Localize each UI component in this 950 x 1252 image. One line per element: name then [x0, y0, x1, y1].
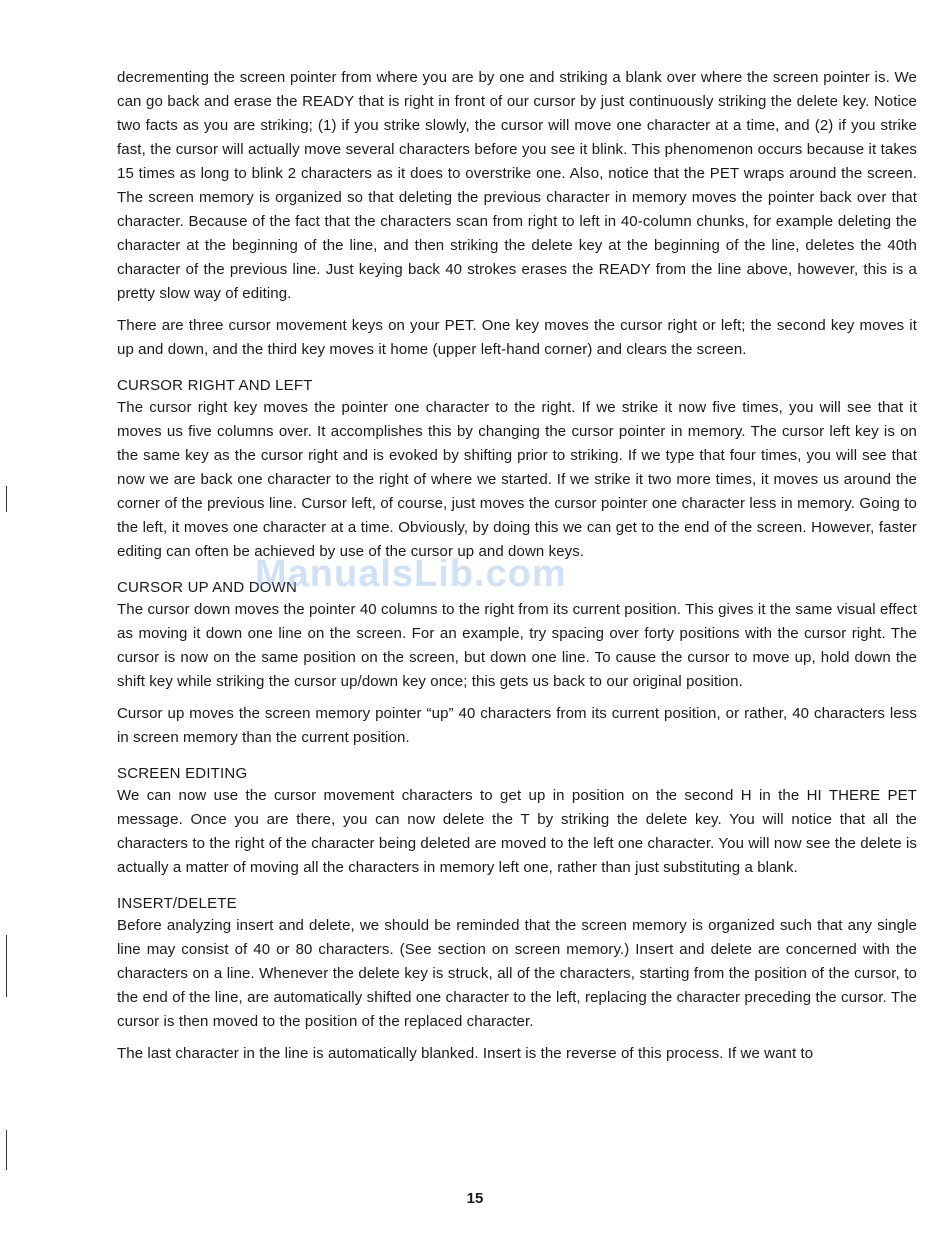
section-heading: INSERT/DELETE: [117, 895, 237, 912]
section-heading: CURSOR RIGHT AND LEFT: [117, 377, 313, 394]
watermark: ManualsLib.com: [255, 553, 567, 595]
scan-margin-mark: [6, 935, 7, 997]
paragraph: The cursor right key moves the pointer one character to the right. If we strike it now five times, you will see that it moves us five columns over. It accomplishes this by changing the cursor pointer in memory. The cursor left key is on the same key as the cursor right and is evoked by shifting prior to striking. If we type that four times, you will see that now we are back one character to the right of where we started. If we strike it two more times, it moves us around the corner of the previous line. Cursor left, of course, just moves the cursor pointer one character less in memory. Going to the left, it moves one character at a time. Obviously, by doing this we can get to the end of the screen. However, faster editing can often be achieved by use of the cursor up and down keys.: [117, 399, 917, 560]
paragraph: The cursor down moves the pointer 40 columns to the right from its current position. This gives it the same visual effect as moving it down one line on the screen. For an example, try spacing over forty positions with the cursor right. The cursor is now on the same position on the screen, but down one line. To cause the cursor to move up, hold down the shift key while striking the cursor up/down key once; this gets us back to our original position.: [117, 601, 917, 690]
scan-margin-mark: [6, 1130, 7, 1170]
paragraph: The last character in the line is automatically blanked. Insert is the reverse of this process. If we want to: [117, 1045, 814, 1062]
page-body: [117, 66, 917, 1074]
scan-margin-mark: [6, 486, 7, 512]
paragraph: We can now use the cursor movement characters to get up in position on the second H in the HI THERE PET message. Once you are there, you can now delete the T by striking the delete key. You will notice that all the characters to the right of the character being deleted are moved to the left one character. You will now see the delete is actually a matter of moving all the characters in memory left one, rather than just substituting a blank.: [117, 787, 917, 876]
page-number: 15: [466, 1190, 484, 1207]
section-heading: SCREEN EDITING: [117, 765, 248, 782]
paragraph: Before analyzing insert and delete, we should be reminded that the screen memory is organized such that any single line may consist of 40 or 80 characters. (See section on screen memory.) Insert and delete are concerned with the characters on a line. Whenever the delete key is struck, all of the characters, starting from the position of the cursor, to the end of the line, are automatically shifted one character to the left, replacing the character preceding the cursor. The cursor is then moved to the position of the replaced character.: [117, 917, 917, 1030]
paragraph: Cursor up moves the screen memory pointer “up” 40 characters from its current position, or rather, 40 characters less in screen memory than the current position.: [117, 705, 917, 746]
section-heading: CURSOR UP AND DOWN: [117, 579, 298, 596]
paragraph: decrementing the screen pointer from where you are by one and striking a blank over where the screen pointer is. We can go back and erase the READY that is right in front of our cursor by just continuously striking the delete key. Notice two facts as you are striking; (1) if you strike slowly, the cursor will move one character at a time, and (2) if you strike fast, the cursor will actually move several characters before you see it blink. This phenomenon occurs because it takes 15 times as long to blink 2 characters as it does to overstrike one. Also, notice that the PET wraps around the screen. The screen memory is organized so that deleting the previous character in memory moves the pointer back over that character. Because of the fact that the characters scan from right to left in 40-column chunks, for example deleting the character at the beginning of the line, and then striking the delete key at the beginning of the line, deletes the 40th character of the previous line. Just keying back 40 strokes erases the READY from the line above, however, this is a pretty slow way of editing.: [117, 69, 917, 302]
paragraph: There are three cursor movement keys on your PET. One key moves the cursor right or left; the second key moves it up and down, and the third key moves it home (upper left-hand corner) and clears the screen.: [117, 317, 917, 358]
